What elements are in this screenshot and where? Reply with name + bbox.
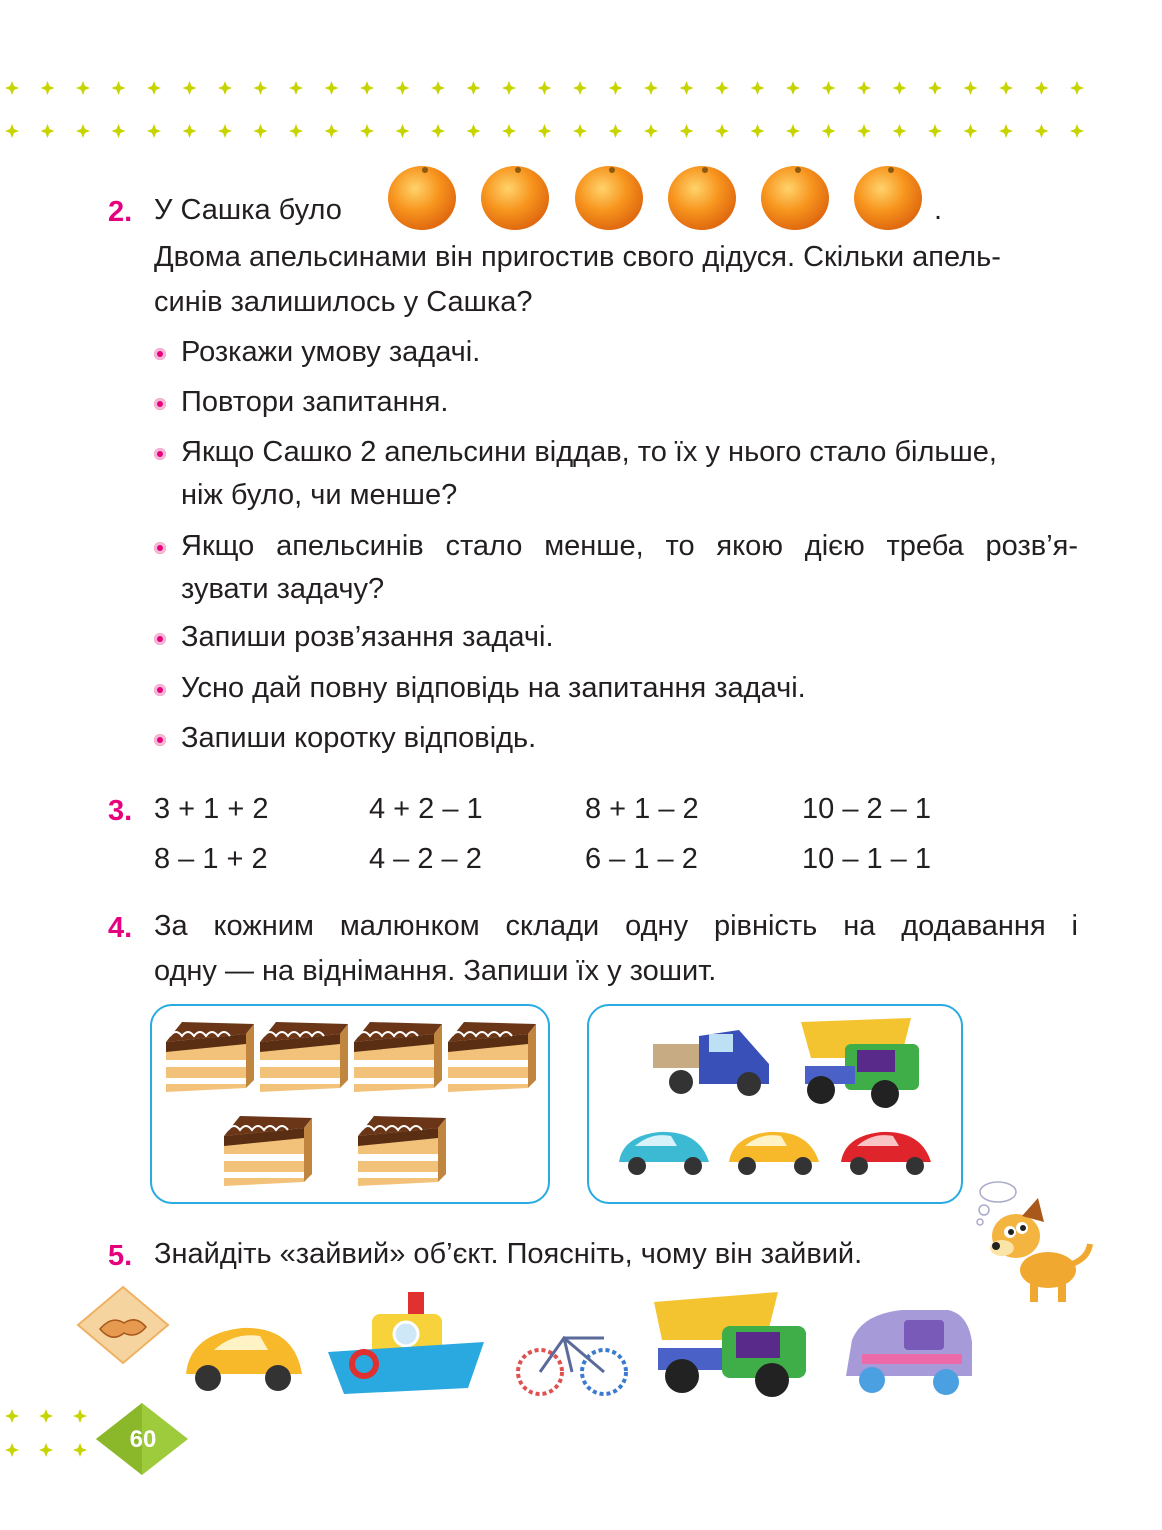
bullet-dot	[154, 633, 166, 645]
orange-icon	[480, 162, 550, 232]
bullet-item: Запиши коротку відповідь.	[181, 722, 537, 754]
car-icon	[619, 1132, 709, 1175]
star-icon	[786, 124, 800, 138]
star-icon	[467, 81, 481, 95]
star-icon	[218, 124, 232, 138]
star-icon	[680, 81, 694, 95]
star-icon	[325, 124, 339, 138]
truck-icon	[653, 1030, 769, 1096]
expression: 10 – 2 – 1	[802, 793, 931, 825]
bullet-dot	[154, 542, 166, 554]
truck-icon	[801, 1018, 919, 1108]
expression: 8 + 1 – 2	[585, 793, 699, 825]
expression: 10 – 1 – 1	[802, 843, 931, 875]
star-icon	[1070, 81, 1084, 95]
star-icon	[786, 81, 800, 95]
bullet-item: Якщо Сашко 2 апельсини віддав, то їх у нього стало більше,	[181, 436, 997, 468]
star-icon	[112, 124, 126, 138]
star-icon	[76, 81, 90, 95]
star-icon	[289, 81, 303, 95]
star-icon	[822, 81, 836, 95]
bullet-item: Якщо апельсинів стало менше, то якою дією треба розв’я-	[181, 530, 1078, 562]
star-icon	[467, 124, 481, 138]
bullet-dot	[154, 684, 166, 696]
handshake-icon	[76, 1285, 170, 1365]
bullet-dot	[154, 734, 166, 746]
star-icon	[999, 81, 1013, 95]
star-icon	[822, 124, 836, 138]
star-icon	[893, 81, 907, 95]
cake-icon	[166, 1022, 254, 1092]
star-icon	[254, 81, 268, 95]
star-icon	[502, 124, 516, 138]
car-icon	[729, 1132, 819, 1175]
expression: 4 + 2 – 1	[369, 793, 483, 825]
expression: 6 – 1 – 2	[585, 843, 698, 875]
expression: 4 – 2 – 2	[369, 843, 482, 875]
star-icon	[538, 81, 552, 95]
star-icon	[76, 124, 90, 138]
expression: 3 + 1 + 2	[154, 793, 269, 825]
star-icon	[39, 1443, 53, 1457]
bullet-item-cont: ніж було, чи менше?	[181, 479, 458, 511]
cars-panel	[587, 1004, 963, 1204]
cars-illustration	[589, 1006, 961, 1202]
star-icon	[5, 1443, 19, 1457]
star-border-top-1	[0, 78, 1162, 98]
orange-icon	[667, 162, 737, 232]
orange-icon	[574, 162, 644, 232]
star-icon	[609, 124, 623, 138]
star-icon	[644, 124, 658, 138]
car-icon	[841, 1132, 931, 1175]
task2-text-line2: синів залишилось у Сашка?	[154, 286, 533, 318]
star-icon	[964, 81, 978, 95]
star-icon	[396, 124, 410, 138]
star-icon	[147, 81, 161, 95]
star-icon	[715, 81, 729, 95]
cake-icon	[354, 1022, 442, 1092]
star-icon	[5, 81, 19, 95]
star-icon	[431, 124, 445, 138]
star-icon	[254, 124, 268, 138]
star-icon	[1035, 124, 1049, 138]
star-icon	[396, 81, 410, 95]
truck-icon	[652, 1288, 812, 1398]
star-icon	[431, 81, 445, 95]
star-icon	[573, 124, 587, 138]
orange-icon	[760, 162, 830, 232]
task2-period: .	[934, 194, 943, 226]
star-icon	[41, 81, 55, 95]
star-icon	[502, 81, 516, 95]
task2-intro: У Сашка було	[154, 194, 342, 226]
star-icon	[538, 124, 552, 138]
star-icon	[857, 124, 871, 138]
star-icon	[39, 1409, 53, 1423]
bullet-dot	[154, 448, 166, 460]
star-icon	[1070, 124, 1084, 138]
cakes-panel	[150, 1004, 550, 1204]
dog-icon	[968, 1166, 1094, 1310]
bullet-item: Розкажи умову задачі.	[181, 336, 481, 368]
star-icon	[183, 81, 197, 95]
cake-icon	[260, 1022, 348, 1092]
star-border-bottom	[0, 1404, 96, 1474]
star-icon	[857, 81, 871, 95]
star-icon	[360, 81, 374, 95]
boat-icon	[326, 1288, 486, 1398]
star-icon	[73, 1443, 87, 1457]
orange-icon	[853, 162, 923, 232]
star-icon	[751, 124, 765, 138]
star-icon	[41, 124, 55, 138]
star-icon	[928, 124, 942, 138]
star-icon	[1035, 81, 1049, 95]
cakes-illustration	[152, 1006, 548, 1202]
star-icon	[928, 81, 942, 95]
star-icon	[73, 1409, 87, 1423]
task4-line2: одну — на віднімання. Запиши їх у зошит.	[154, 955, 717, 987]
star-icon	[644, 81, 658, 95]
bullet-item-cont: зувати задачу?	[181, 573, 385, 605]
task2-text-line1: Двома апельсинами він пригостив свого дідуся. Скільки апель-	[154, 241, 1001, 273]
star-icon	[999, 124, 1013, 138]
star-icon	[325, 81, 339, 95]
bullet-dot	[154, 348, 166, 360]
star-icon	[680, 124, 694, 138]
orange-icon	[387, 162, 457, 232]
star-icon	[218, 81, 232, 95]
task5-text: Знайдіть «зайвий» об’єкт. Поясніть, чому він зайвий.	[154, 1238, 863, 1270]
task4-number: 4.	[108, 912, 133, 944]
cake-icon	[448, 1022, 536, 1092]
star-icon	[609, 81, 623, 95]
car-icon	[180, 1312, 306, 1396]
bullet-item: Усно дай повну відповідь на запитання задачі.	[181, 672, 806, 704]
task4-line1: За кожним малюнком склади одну рівність на додавання і	[154, 910, 1078, 942]
bicycle-icon	[512, 1322, 632, 1398]
star-icon	[183, 124, 197, 138]
star-icon	[147, 124, 161, 138]
cake-icon	[224, 1116, 312, 1186]
bullet-item: Повтори запитання.	[181, 386, 449, 418]
task2-number: 2.	[108, 196, 133, 228]
cake-icon	[358, 1116, 446, 1186]
star-icon	[751, 81, 765, 95]
page-number: 60	[129, 1426, 157, 1453]
star-icon	[893, 124, 907, 138]
star-border-top-2	[0, 121, 1162, 141]
star-icon	[360, 124, 374, 138]
expression: 8 – 1 + 2	[154, 843, 268, 875]
car-icon	[842, 1302, 976, 1398]
star-icon	[112, 81, 126, 95]
star-icon	[715, 124, 729, 138]
star-icon	[289, 124, 303, 138]
star-icon	[5, 1409, 19, 1423]
star-icon	[573, 81, 587, 95]
bullet-item: Запиши розв’язання задачі.	[181, 621, 554, 653]
task5-number: 5.	[108, 1240, 133, 1272]
bullet-dot	[154, 398, 166, 410]
task3-number: 3.	[108, 795, 133, 827]
star-icon	[5, 124, 19, 138]
star-icon	[964, 124, 978, 138]
